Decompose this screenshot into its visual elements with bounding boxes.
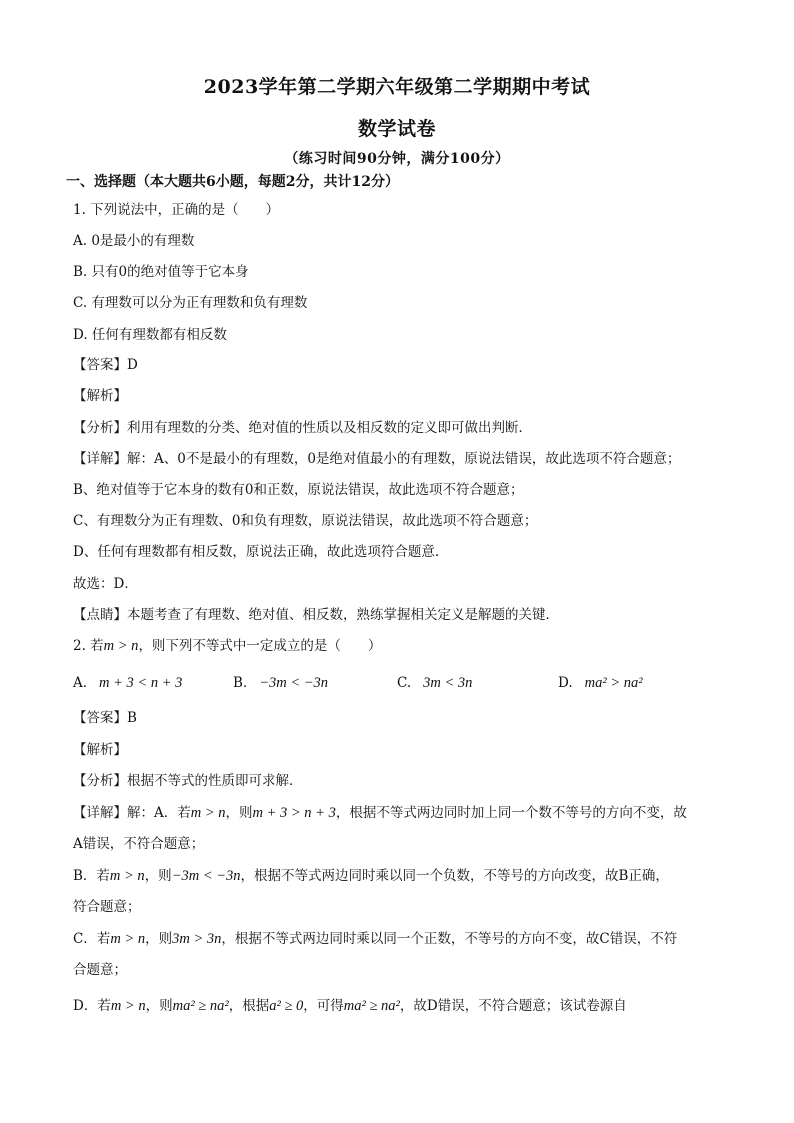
math: m > n (190, 805, 226, 821)
q2-option-d (558, 673, 643, 693)
q2-option-b-letter: B. (233, 675, 248, 691)
q1-analysis-label: 【解析】 (73, 388, 127, 404)
q2-options-row (73, 673, 733, 695)
q1-comment: 【点睛】本题考查了有理数、绝对值、相反数，熟练掌握相关定义是解题的关键． (73, 607, 559, 623)
q2-stem-pre: 2. 若 (73, 638, 104, 654)
text: ，根据不等式两边同时乘以同一个正数，不等号的方向不变，故C错误，不符 (221, 931, 678, 947)
math: m > n (110, 998, 146, 1014)
q2-stem-post: ，则下列不等式中一定成立的是（ ） (138, 638, 382, 654)
section-heading: 一、选择题（本大题共6小题，每题2分，共计12分） (66, 174, 399, 190)
text: ，根据不等式两边同时加上同一个数不等号的方向不变，故 (335, 805, 687, 821)
q1-stem: 1. 下列说法中，正确的是（ ） (73, 202, 280, 218)
q2-option-a (73, 673, 182, 693)
q2-option-d-math: ma² > na² (584, 675, 643, 691)
math: m > n (110, 931, 146, 947)
q2-detail-a-line2: A错误，不符合题意； (73, 836, 205, 852)
q2-detail-c-line1 (73, 929, 733, 949)
math: m + 3 > n + 3 (252, 805, 336, 821)
page-title: 2023学年第二学期六年级第二学期期中考试 (203, 76, 591, 98)
math: ma² ≥ na² (172, 998, 229, 1014)
q2-stem-math: m > n (103, 638, 139, 654)
text: D．若 (73, 998, 111, 1014)
q1-option-c: C. 有理数可以分为正有理数和负有理数 (73, 295, 308, 311)
q1-option-b: B. 只有0的绝对值等于它本身 (73, 264, 249, 280)
q2-detail-c-line2: 合题意； (73, 962, 127, 978)
q2-option-b (233, 673, 328, 693)
q2-detail-d-line1 (73, 996, 733, 1016)
q2-option-d-letter: D. (558, 675, 573, 691)
q1-detail-5: 故选：D． (73, 576, 138, 592)
q1-detail-4: D、任何有理数都有相反数，原说法正确，故此选项符合题意． (73, 544, 449, 560)
text: ，可得 (303, 998, 344, 1014)
q1-option-d: D. 任何有理数都有相反数 (73, 327, 227, 343)
q1-fenxi: 【分析】利用有理数的分类、绝对值的性质以及相反数的定义即可做出判断． (73, 420, 532, 436)
math: a² ≥ 0 (269, 998, 304, 1014)
text: ，根据 (228, 998, 270, 1014)
text: 【详解】解：A．若 (73, 805, 191, 821)
q1-option-a: A. 0是最小的有理数 (73, 233, 195, 249)
q2-detail-b-line2: 符合题意； (73, 899, 141, 915)
math: −3m < −3n (171, 868, 241, 884)
q2-fenxi: 【分析】根据不等式的性质即可求解． (73, 773, 303, 789)
q2-option-c-letter: C. (397, 675, 412, 691)
text: ，则 (144, 868, 172, 884)
text: ，根据不等式两边同时乘以同一个负数，不等号的方向改变，故B正确， (240, 868, 669, 884)
q1-detail-3: C、有理数分为正有理数、0和负有理数，原说法错误，故此选项不符合题意； (73, 513, 538, 529)
math: ma² ≥ na² (343, 998, 400, 1014)
q2-option-a-letter: A. (73, 675, 88, 691)
q2-option-c-math: 3m < 3n (423, 675, 473, 691)
text: ，则 (145, 931, 173, 947)
q2-analysis-label: 【解析】 (73, 742, 127, 758)
q2-detail-b-line1 (73, 866, 733, 886)
q2-option-b-math: −3m < −3n (259, 675, 329, 691)
q1-detail-1: 【详解】解：A、0不是最小的有理数，0是绝对值最小的有理数，原说法错误，故此选项不符合题意； (73, 451, 681, 467)
paper-subtitle: 数学试卷 (357, 118, 436, 140)
q2-option-a-math: m + 3 < n + 3 (99, 675, 183, 691)
text: B．若 (73, 868, 110, 884)
text: ，故D错误，不符合题意；该试卷源自 (399, 998, 627, 1014)
text: ，则 (225, 805, 253, 821)
text: ，则 (145, 998, 173, 1014)
q2-stem (73, 636, 733, 656)
math: m > n (109, 868, 145, 884)
q2-option-c (397, 673, 472, 693)
q2-detail-a-line1 (73, 803, 733, 823)
q1-answer: 【答案】D (73, 357, 138, 373)
exam-info: （练习时间90分钟，满分100分） (284, 151, 510, 167)
text: C．若 (73, 931, 111, 947)
q2-answer: 【答案】B (73, 710, 137, 726)
math: 3m > 3n (172, 931, 222, 947)
q1-detail-2: B、绝对值等于它本身的数有0和正数，原说法错误，故此选项不符合题意； (73, 482, 524, 498)
